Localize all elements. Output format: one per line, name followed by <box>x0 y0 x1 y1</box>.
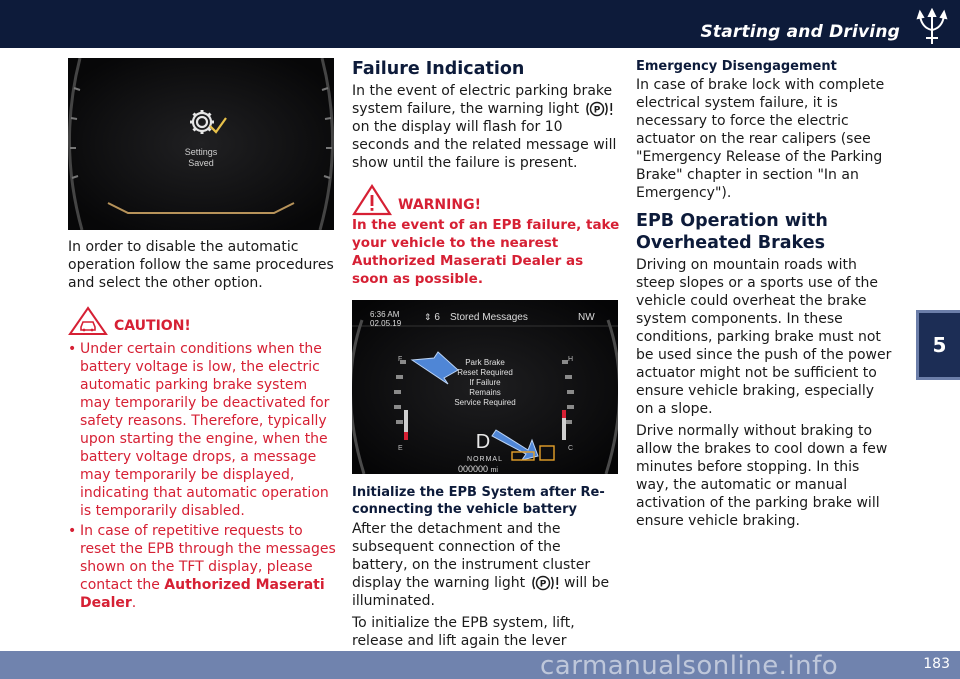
emergency-paragraph: In case of brake lock with complete electrical system failure, it is necessary to force the electric actuator on the rear calipers (see "Emergency Release of the Parking Brake" chapter in section "In an Emergency"). <box>636 77 885 201</box>
bullet2-text: In case of repetitive requests to reset the EPB through the messages shown on the TFT display, please contact the <box>80 523 336 593</box>
odometer-unit: mi <box>490 467 498 474</box>
initialize-paragraph <box>352 520 620 610</box>
initialize-text-b: will be illuminated. <box>352 575 610 609</box>
drive-mode: NORMAL <box>467 456 503 463</box>
caution-label: CAUTION! <box>114 318 191 334</box>
trident-icon <box>914 8 950 46</box>
lever-paragraph: To initialize the EPB system, lift, release and lift again the lever <box>352 615 575 649</box>
watermark: carmanualsonline.info <box>540 651 839 679</box>
bullet2-end: . <box>131 595 137 611</box>
page-number: 183 <box>923 656 950 672</box>
initialize-text-a: After the detachment and the subsequent connection of the battery, on the instrument cluster display the warning light <box>352 521 591 591</box>
caution-list <box>68 340 336 612</box>
message-line-3: If Failure <box>469 378 501 387</box>
header-bar <box>0 0 960 48</box>
cluster-date: 02.05.19 <box>370 319 402 328</box>
caution-bullet-1: • Under certain conditions when the battery voltage is low, the electric automatic parking brake system may temporarily be deactivated for safety reasons. Therefore, typically upon starting the engine, when the battery voltage drops, a message may temporarily be displayed, indicating that automatic operation is temporarily disabled. <box>68 340 336 520</box>
park-brake-message-image <box>352 300 618 474</box>
svg-text:P: P <box>593 105 600 116</box>
settings-saved-image <box>68 58 334 230</box>
stored-messages-label: Stored Messages <box>450 312 528 323</box>
footer-bar <box>0 651 960 679</box>
message-line-1: Park Brake <box>465 358 505 367</box>
car-warning-icon <box>68 306 108 336</box>
cool-down-paragraph: Drive normally without braking to allow the brakes to cool down a few minutes before stopping. In this way, the automatic or manual activation of the parking brake will ensure vehicle braking. <box>636 423 888 529</box>
fuel-empty-label: E <box>398 445 403 452</box>
warning-text: In the event of an EPB failure, take your vehicle to the nearest Authorized Maserati Dealer as soon as possible. <box>352 217 620 287</box>
caution-bullet-2 <box>68 522 336 612</box>
right-column <box>636 58 894 530</box>
dealer-link[interactable]: Authorized Maserati Dealer <box>80 577 325 611</box>
up-down-arrows-icon: ⇕ <box>424 312 432 322</box>
middle-column <box>352 58 620 668</box>
failure-text-a: In the event of electric parking brake system failure, the warning light <box>352 83 613 117</box>
cluster-time: 6:36 AM <box>370 310 400 319</box>
chapter-tab[interactable] <box>916 310 960 380</box>
warning-label: WARNING! <box>398 197 481 213</box>
message-line-2: Reset Required <box>457 368 513 377</box>
park-brake-message <box>435 358 535 408</box>
section-title: Starting and Driving <box>700 22 900 42</box>
svg-text:P: P <box>539 579 546 590</box>
initialize-epb-heading: Initialize the EPB System after Re-connecting the vehicle battery <box>352 485 605 517</box>
parking-brake-warning-icon <box>584 100 614 118</box>
overheated-paragraph: Driving on mountain roads with steep slopes or a sports use of the vehicle could overheat the brake system components. In these conditions, parking brake must not be used since the push of the power actuator might not be sufficient to ensure vehicle braking, especially on a slope. <box>636 257 892 417</box>
compass-heading: NW <box>578 312 595 323</box>
temp-hot-label: H <box>568 356 574 363</box>
warning-triangle-icon <box>352 184 392 216</box>
failure-text-b: on the display will flash for 10 seconds and the related message will show until the failure is present. <box>352 119 617 171</box>
intro-paragraph: In order to disable the automatic operation follow the same procedures and select the other option. <box>68 239 334 291</box>
emergency-disengagement-heading: Emergency Disengagement <box>636 59 837 74</box>
chapter-number: 5 <box>932 333 947 357</box>
gear-indicator: D <box>475 431 491 453</box>
failure-indication-heading: Failure Indication <box>352 59 525 79</box>
left-column <box>68 58 336 614</box>
failure-paragraph <box>352 82 620 172</box>
message-count <box>424 308 440 327</box>
odometer <box>458 460 498 474</box>
message-line-4: Remains <box>469 388 501 397</box>
overheated-brakes-heading: EPB Operation with Overheated Brakes <box>636 211 828 253</box>
parking-brake-warning-icon <box>530 574 560 592</box>
temp-cold-label: C <box>568 445 574 452</box>
settings-label: Settings <box>184 147 218 157</box>
message-count-value: 6 <box>434 312 440 323</box>
warning-header <box>352 184 620 216</box>
message-line-5: Service Required <box>454 398 516 407</box>
saved-label: Saved <box>188 158 214 168</box>
fuel-full-label: F <box>398 356 403 363</box>
odometer-value: 000000 <box>458 464 489 474</box>
caution-header <box>68 306 336 336</box>
